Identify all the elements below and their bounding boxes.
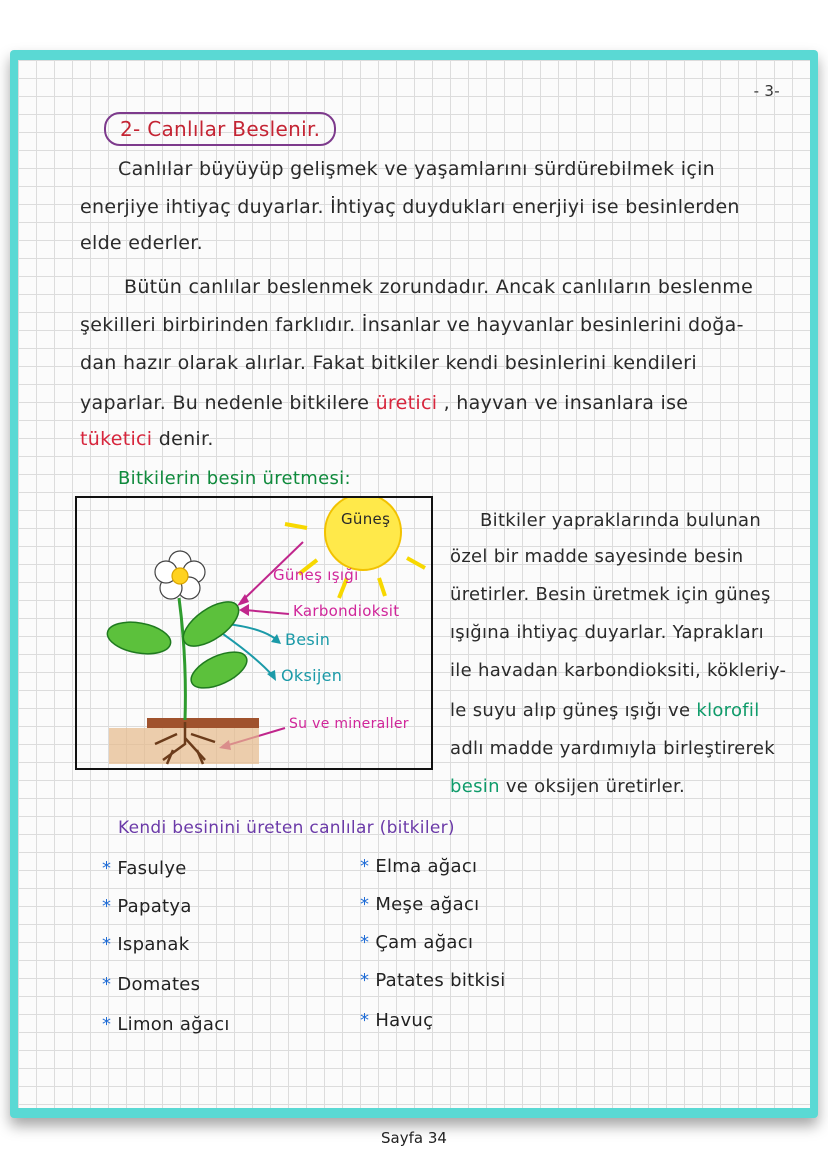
list-item: * Patates bitkisi bbox=[360, 970, 506, 991]
p2-line-2: şekilleri birbirinden farklıdır. İnsanlar ve hayvanlar besinlerini doğa- bbox=[80, 314, 744, 336]
star-icon: * bbox=[102, 974, 112, 995]
rt-line-1: Bitkiler yapraklarında bulunan bbox=[480, 510, 762, 531]
star-icon: * bbox=[360, 1010, 370, 1031]
p1-line-2: enerjiye ihtiyaç duyarlar. İhtiyaç duydukları enerjiyi ise besinlerden bbox=[80, 196, 740, 218]
p2-line-1: Bütün canlılar beslenmek zorundadır. Ancak canlıların beslenme bbox=[124, 276, 754, 298]
list-item: * Domates bbox=[102, 974, 201, 995]
p2-line-4 bbox=[80, 392, 688, 414]
label-water: Su ve mineraller bbox=[289, 716, 409, 732]
section-title: 2- Canlılar Beslenir. bbox=[104, 112, 336, 146]
photosynthesis-diagram bbox=[75, 496, 433, 770]
list-item: * Çam ağacı bbox=[360, 932, 474, 953]
rt-line-2: özel bir madde sayesinde besin bbox=[450, 546, 744, 567]
notebook-page bbox=[18, 60, 810, 1108]
list-item: * Fasulye bbox=[102, 858, 187, 879]
rt-line-8-b: ve oksijen üretirler. bbox=[499, 776, 686, 797]
leaf-icon bbox=[105, 593, 252, 695]
rt-line-6-a: le suyu alıp güneş ışığı ve bbox=[450, 700, 697, 721]
list-heading: Kendi besinini üreten canlılar (bitkiler) bbox=[118, 818, 455, 838]
p2-line-5 bbox=[80, 428, 214, 450]
p2-line-4-a: yaparlar. Bu nedenle bitkilere bbox=[80, 392, 376, 414]
term-uretici: üretici bbox=[375, 392, 438, 414]
star-icon: * bbox=[360, 856, 370, 877]
section-heading: Bitkilerin besin üretmesi: bbox=[118, 468, 351, 489]
rt-line-6 bbox=[450, 700, 760, 721]
star-icon: * bbox=[102, 896, 112, 917]
term-tuketici: tüketici bbox=[80, 428, 153, 450]
list-item: * Elma ağacı bbox=[360, 856, 478, 877]
page-footer: Sayfa 34 bbox=[381, 1129, 447, 1147]
rt-line-7: adlı madde yardımıyla birleştirerek bbox=[450, 738, 775, 759]
rt-line-4: ışığına ihtiyaç duyarlar. Yaprakları bbox=[450, 622, 764, 643]
rt-line-5: ile havadan karbondioksiti, kökleriy- bbox=[450, 660, 787, 681]
label-co2: Karbondioksit bbox=[293, 602, 400, 620]
term-klorofil: klorofil bbox=[696, 700, 760, 721]
star-icon: * bbox=[360, 970, 370, 991]
star-icon: * bbox=[360, 894, 370, 915]
p2-line-3: dan hazır olarak alırlar. Fakat bitkiler kendi besinlerini kendileri bbox=[80, 352, 697, 374]
label-sun: Güneş bbox=[341, 510, 391, 528]
star-icon: * bbox=[102, 858, 112, 879]
rt-line-3: üretirler. Besin üretmek için güneş bbox=[450, 584, 771, 605]
list-item: * Ispanak bbox=[102, 934, 190, 955]
p1-line-1: Canlılar büyüyüp gelişmek ve yaşamlarını sürdürebilmek için bbox=[118, 158, 715, 180]
term-besin: besin bbox=[450, 776, 500, 797]
star-icon: * bbox=[102, 1014, 112, 1035]
p1-line-3: elde ederler. bbox=[80, 232, 203, 254]
label-oxygen: Oksijen bbox=[281, 666, 343, 685]
p2-line-5-b: denir. bbox=[152, 428, 214, 450]
page-number: - 3- bbox=[753, 82, 780, 100]
list-item: * Meşe ağacı bbox=[360, 894, 480, 915]
list-item: * Papatya bbox=[102, 896, 192, 917]
star-icon: * bbox=[360, 932, 370, 953]
list-item: * Limon ağacı bbox=[102, 1014, 230, 1035]
star-icon: * bbox=[102, 934, 112, 955]
flower-icon bbox=[155, 551, 205, 599]
list-item: * Havuç bbox=[360, 1010, 434, 1031]
p2-line-4-b: , hayvan ve insanlara ise bbox=[437, 392, 689, 414]
rt-line-8 bbox=[450, 776, 685, 797]
label-food: Besin bbox=[285, 630, 331, 649]
label-sunlight: Güneş ışığı bbox=[273, 566, 359, 584]
